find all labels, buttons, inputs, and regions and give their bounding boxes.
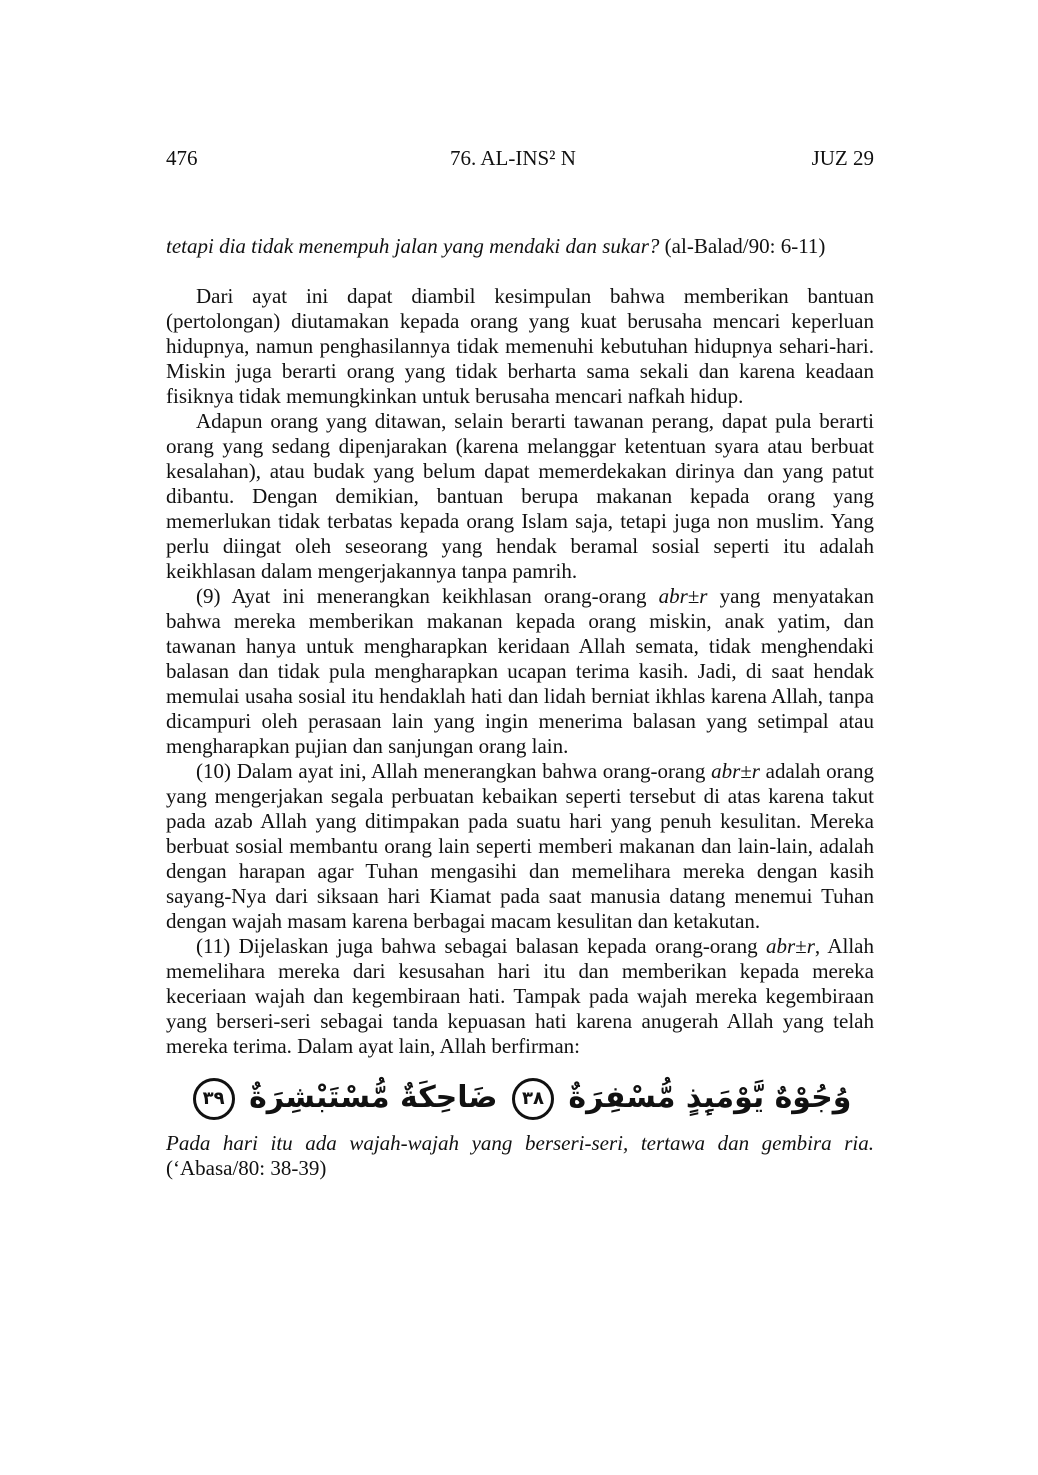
paragraph-miskin: Dari ayat ini dapat diambil kesimpulan bahwa memberikan bantuan (pertolongan) diutamakan kepada orang yang kuat berusaha mencari keperluan hidupnya, namun penghasilannya tidak memenuhi kebutuhan hidupnya sehari-hari. Miskin juga berarti orang yang tidak berharta sama sekali dan karena keadaan fisiknya tidak memungkinkan untuk berusaha mencari nafkah hidup.	[166, 284, 874, 408]
term-abrar: abr±r	[658, 584, 708, 608]
quote-italic: Pada hari itu ada wajah-wajah yang berseri-seri, tertawa dan gembira ria.	[166, 1131, 874, 1155]
paragraph-verse-9	[166, 584, 874, 759]
text-segment: , Allah memelihara mereka dari kesusahan hari itu dan memberikan kepada mereka keceriaan wajah dan kegembiraan hati. Tampak pada wajah mereka kegembiraan yang berseri-seri sebagai tanda kepuasan hati karena anugerah Allah yang telah mereka terima. Dalam ayat lain, Allah berfirman:	[166, 934, 874, 1058]
paragraph-verse-10	[166, 759, 874, 934]
text-segment: (10) Dalam ayat ini, Allah menerangkan bahwa orang-orang	[196, 759, 712, 783]
paragraph-verse-11	[166, 934, 874, 1059]
page-header	[166, 146, 874, 174]
juz-label: JUZ 29	[811, 146, 874, 170]
term-abrar: abr±r	[711, 759, 760, 783]
term-abrar: abr±r	[766, 934, 815, 958]
quote-reference: (‘Abasa/80: 38-39)	[166, 1156, 327, 1180]
ayah-number-39: ٣٩	[193, 1078, 235, 1120]
quote-translation-balad	[166, 234, 874, 259]
quote-translation-abasa	[166, 1131, 874, 1181]
text-segment: yang menyatakan bahwa mereka memberikan makanan kepada orang miskin, anak yatim, dan tawanan hanya untuk mengharapkan keridaan Allah semata, tidak menghendaki balasan dan tidak pula mengharapkan ucapan terima kasih. Jadi, di saat hendak memulai usaha sosial itu hendaklah hati dan lidah berniat ikhlas karena Allah, tanpa dicampuri oleh perasaan lain yang ingin menerima balasan yang setimpal atau mengharapkan pujian dan sanjungan orang lain.	[166, 584, 874, 758]
text-segment: adalah orang yang mengerjakan segala perbuatan kebaikan seperti tersebut di atas karena takut pada azab Allah yang ditimpakan pada suatu hari yang penuh kesulitan. Mereka berbuat sosial membantu orang lain seperti memberi makanan dan lain-lain, adalah dengan harapan agar Tuhan mengasihi dan memelihara mereka dengan kasih sayang-Nya dari siksaan hari Kiamat pada saat manusia datang menemui Tuhan dengan wajah masam karena berbagai macam kesulitan dan ketakutan.	[166, 759, 874, 933]
text-segment: (9) Ayat ini menerangkan keikhlasan orang-orang	[196, 584, 659, 608]
surah-title: 76. AL-INS² N	[450, 146, 576, 170]
arabic-verse-38: وُجُوْهٌ يَّوْمَىِٕذٍ مُّسْفِرَةٌ	[568, 1080, 852, 1115]
paragraph-ditawan: Adapun orang yang ditawan, selain berarti tawanan perang, dapat pula berarti orang yang sedang dipenjarakan (karena melanggar ketentuan syara atau berbuat kesalahan), atau budak yang belum dapat memerdekakan dirinya dan yang patut dibantu. Dengan demikian, bantuan berupa makanan kepada orang yang memerlukan tidak terbatas kepada orang Islam saja, tetapi juga non muslim. Yang perlu diingat oleh seseorang yang hendak beramal sosial seperti itu adalah keikhlasan dalam mengerjakannya tanpa pamrih.	[166, 409, 874, 583]
text-segment: (11) Dijelaskan juga bahwa sebagai balasan kepada orang-orang	[196, 934, 766, 958]
page-number: 476	[166, 146, 198, 170]
arabic-verse-abasa	[166, 1073, 874, 1123]
page-body	[166, 234, 874, 1181]
arabic-verse-39: ضَاحِكَةٌ مُّسْتَبْشِرَةٌ	[249, 1080, 498, 1115]
quote-reference: (al-Balad/90: 6-11)	[659, 234, 826, 258]
quote-italic: tetapi dia tidak menempuh jalan yang mendaki dan sukar?	[166, 234, 660, 258]
ayah-number-38: ٣٨	[512, 1078, 554, 1120]
